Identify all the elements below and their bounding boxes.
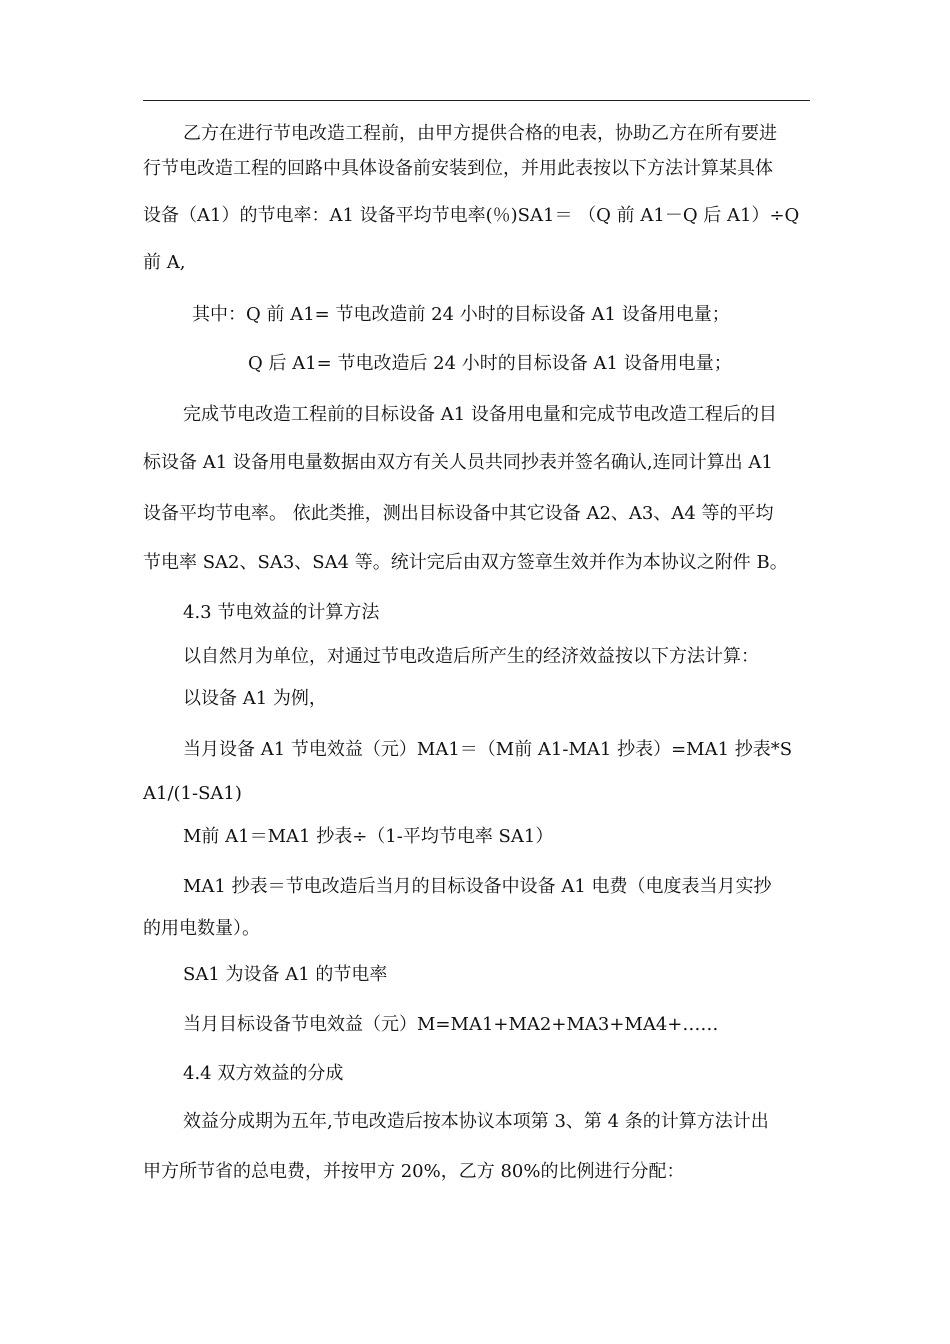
paragraph-line: 设备平均节电率。 依此类推，测出目标设备中其它设备 A2、A3、A4 等的平均 xyxy=(143,503,774,524)
paragraph-line: SA1 为设备 A1 的节电率 xyxy=(183,964,388,985)
formula-line: 当月目标设备节电效益（元）M=MA1+MA2+MA3+MA4+…… xyxy=(183,1014,719,1035)
paragraph-line: 完成节电改造工程前的目标设备 A1 设备用电量和完成节电改造工程后的目 xyxy=(183,404,777,425)
section-heading: 4.4 双方效益的分成 xyxy=(183,1063,344,1084)
paragraph-line: 的用电数量）。 xyxy=(143,918,260,939)
formula-line: M前 A1＝MA1 抄表÷（1-平均节电率 SA1） xyxy=(183,826,554,847)
section-heading: 4.3 节电效益的计算方法 xyxy=(183,602,380,623)
paragraph-line: 节电率 SA2、SA3、SA4 等。统计完后由双方签章生效并作为本协议之附件 B。 xyxy=(143,552,788,573)
paragraph-line: 设备（A1）的节电率：A1 设备平均节电率(％)SA1＝ （Q 前 A1－Q 后 A1）÷Q xyxy=(143,205,800,226)
formula-line: A1/(1-SA1) xyxy=(143,783,242,804)
paragraph-line: 以设备 A1 为例， xyxy=(183,688,327,709)
paragraph-line: 以自然月为单位，对通过节电改造后所产生的经济效益按以下方法计算： xyxy=(183,646,759,667)
formula-line: 当月设备 A1 节电效益（元）MA1＝（M前 A1-MA1 抄表）=MA1 抄表*S xyxy=(183,739,793,760)
paragraph-line: 其中：Q 前 A1= 节电改造前 24 小时的目标设备 A1 设备用电量； xyxy=(192,304,730,325)
paragraph-line: 标设备 A1 设备用电量数据由双方有关人员共同抄表并签名确认,连同计算出 A1 xyxy=(143,452,773,473)
paragraph-line: 乙方在进行节电改造工程前，由甲方提供合格的电表，协助乙方在所有要进 xyxy=(183,123,777,144)
paragraph-line: 甲方所节省的总电费，并按甲方 20%，乙方 80%的比例进行分配： xyxy=(143,1161,685,1182)
paragraph-line: MA1 抄表＝节电改造后当月的目标设备中设备 A1 电费（电度表当月实抄 xyxy=(183,876,772,897)
paragraph-line: 行节电改造工程的回路中具体设备前安装到位，并用此表按以下方法计算某具体 xyxy=(143,158,773,179)
header-rule xyxy=(143,100,810,101)
paragraph-line: Q 后 A1= 节电改造后 24 小时的目标设备 A1 设备用电量； xyxy=(248,353,732,374)
paragraph-line: 前 A, xyxy=(143,252,186,273)
paragraph-line: 效益分成期为五年,节电改造后按本协议本项第 3、第 4 条的计算方法计出 xyxy=(183,1111,769,1132)
